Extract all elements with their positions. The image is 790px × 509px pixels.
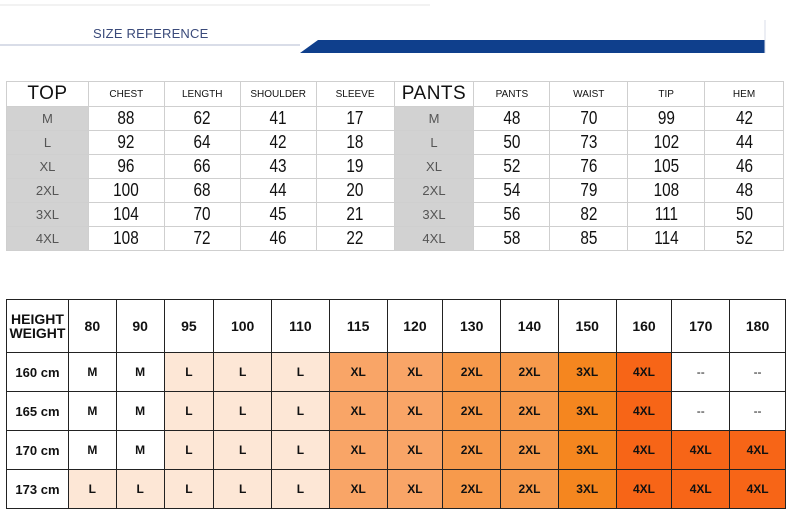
recommended-size-cell: 4XL <box>616 392 672 431</box>
recommended-size-cell: L <box>214 470 272 509</box>
recommended-size-cell: L <box>164 431 214 470</box>
top-size-label: 3XL <box>7 203 89 227</box>
pants-measurement-cell: 114 <box>633 227 698 251</box>
pants-measurement-cell: 44 <box>711 131 778 155</box>
weight-column-header: 150 <box>558 300 616 353</box>
table-row <box>7 227 784 251</box>
pants-measurement-cell: 70 <box>556 107 622 131</box>
pants-size-label: M <box>394 107 474 131</box>
weight-column-header: 80 <box>68 300 116 353</box>
table-row <box>7 203 784 227</box>
recommended-size-cell: L <box>164 470 214 509</box>
table-row <box>7 179 784 203</box>
recommended-size-cell: 4XL <box>730 431 786 470</box>
corner-weight-label: WEIGHT <box>9 325 66 341</box>
recommended-size-cell: -- <box>672 353 730 392</box>
top-measurement-cell: 20 <box>322 179 388 203</box>
top-size-label: 2XL <box>7 179 89 203</box>
top-measurement-cell: 66 <box>170 155 235 179</box>
weight-column-header: 140 <box>501 300 559 353</box>
pants-measurement-cell: 108 <box>633 179 698 203</box>
top-measurement-cell: 18 <box>322 131 388 155</box>
top-size-label: 4XL <box>7 227 89 251</box>
top-size-label: M <box>7 107 89 131</box>
pants-column-header: PANTS <box>474 82 550 107</box>
height-row-label: 160 cm <box>7 353 69 392</box>
top-column-header: SHOULDER <box>240 82 316 107</box>
top-measurement-cell: 108 <box>94 227 159 251</box>
pants-size-label: 2XL <box>394 179 474 203</box>
top-measurement-cell: 100 <box>94 179 159 203</box>
recommended-size-cell: 2XL <box>501 392 559 431</box>
corner-height-label: HEIGHT <box>11 311 64 327</box>
pants-column-header: TIP <box>628 82 705 107</box>
top-measurement-cell: 44 <box>246 179 311 203</box>
height-weight-corner <box>7 300 69 353</box>
height-row-label: 170 cm <box>7 431 69 470</box>
pants-measurement-cell: 79 <box>556 179 622 203</box>
page-title: SIZE REFERENCE <box>93 26 209 41</box>
recommended-size-cell: -- <box>672 392 730 431</box>
pants-measurement-cell: 82 <box>556 203 622 227</box>
recommended-size-cell: 2XL <box>443 470 501 509</box>
top-column-header: SLEEVE <box>316 82 394 107</box>
pants-measurement-cell: 50 <box>711 203 778 227</box>
recommended-size-cell: M <box>68 431 116 470</box>
pants-measurement-cell: 73 <box>556 131 622 155</box>
recommended-size-cell: L <box>116 470 164 509</box>
recommended-size-cell: XL <box>329 470 387 509</box>
pants-measurement-cell: 105 <box>633 155 698 179</box>
weight-column-header: 170 <box>672 300 730 353</box>
pants-size-label: XL <box>394 155 474 179</box>
recommended-size-cell: M <box>68 353 116 392</box>
fit-table <box>6 299 786 509</box>
weight-column-header: 90 <box>116 300 164 353</box>
recommended-size-cell: XL <box>329 392 387 431</box>
top-measurement-cell: 64 <box>170 131 235 155</box>
table-row <box>7 155 784 179</box>
top-measurement-cell: 17 <box>322 107 388 131</box>
top-measurement-cell: 46 <box>246 227 311 251</box>
top-measurement-cell: 88 <box>94 107 159 131</box>
weight-column-header: 120 <box>387 300 443 353</box>
top-measurement-cell: 68 <box>170 179 235 203</box>
recommended-size-cell: XL <box>387 470 443 509</box>
recommended-size-cell: 4XL <box>672 431 730 470</box>
size-table-header <box>7 82 784 107</box>
weight-column-header: 130 <box>443 300 501 353</box>
recommended-size-cell: 4XL <box>672 470 730 509</box>
recommended-size-cell: L <box>272 431 330 470</box>
pants-size-label: L <box>394 131 474 155</box>
recommended-size-cell: L <box>272 470 330 509</box>
top-measurement-cell: 19 <box>322 155 388 179</box>
recommended-size-cell: 4XL <box>730 470 786 509</box>
size-table <box>6 81 784 251</box>
pants-measurement-cell: 58 <box>480 227 544 251</box>
recommended-size-cell: 4XL <box>616 470 672 509</box>
recommended-size-cell: L <box>214 392 272 431</box>
recommended-size-cell: M <box>116 353 164 392</box>
top-measurement-cell: 72 <box>170 227 235 251</box>
recommended-size-cell: -- <box>730 392 786 431</box>
table-row <box>7 353 786 392</box>
recommended-size-cell: M <box>116 431 164 470</box>
recommended-size-cell: M <box>116 392 164 431</box>
top-measurement-cell: 41 <box>246 107 311 131</box>
pants-measurement-cell: 102 <box>633 131 698 155</box>
top-section-label: TOP <box>7 82 89 107</box>
recommended-size-cell: 3XL <box>558 353 616 392</box>
top-measurement-cell: 42 <box>246 131 311 155</box>
weight-column-header: 115 <box>329 300 387 353</box>
table-row <box>7 131 784 155</box>
height-row-label: 173 cm <box>7 470 69 509</box>
weight-column-header: 95 <box>164 300 214 353</box>
table-row <box>7 431 786 470</box>
recommended-size-cell: M <box>68 392 116 431</box>
top-size-label: L <box>7 131 89 155</box>
recommended-size-cell: 2XL <box>443 353 501 392</box>
pants-measurement-cell: 46 <box>711 155 778 179</box>
recommended-size-cell: L <box>272 353 330 392</box>
pants-measurement-cell: 85 <box>556 227 622 251</box>
top-measurement-cell: 62 <box>170 107 235 131</box>
recommended-size-cell: XL <box>387 353 443 392</box>
top-column-header: CHEST <box>88 82 164 107</box>
recommended-size-cell: XL <box>387 392 443 431</box>
pants-section-label: PANTS <box>394 82 474 107</box>
top-measurement-cell: 70 <box>170 203 235 227</box>
recommended-size-cell: 2XL <box>501 353 559 392</box>
recommended-size-cell: 2XL <box>443 431 501 470</box>
top-measurement-cell: 22 <box>322 227 388 251</box>
weight-column-header: 180 <box>730 300 786 353</box>
top-measurement-cell: 45 <box>246 203 311 227</box>
recommended-size-cell: -- <box>730 353 786 392</box>
recommended-size-cell: 4XL <box>616 353 672 392</box>
top-size-label: XL <box>7 155 89 179</box>
pants-measurement-cell: 52 <box>480 155 544 179</box>
table-row <box>7 470 786 509</box>
top-measurement-cell: 92 <box>94 131 159 155</box>
pants-size-label: 4XL <box>394 227 474 251</box>
recommended-size-cell: L <box>272 392 330 431</box>
top-column-header: LENGTH <box>164 82 240 107</box>
weight-column-header: 100 <box>214 300 272 353</box>
pants-measurement-cell: 48 <box>711 179 778 203</box>
recommended-size-cell: L <box>68 470 116 509</box>
pants-measurement-cell: 48 <box>480 107 544 131</box>
recommended-size-cell: XL <box>387 431 443 470</box>
pants-measurement-cell: 52 <box>711 227 778 251</box>
table-row <box>7 392 786 431</box>
recommended-size-cell: 2XL <box>443 392 501 431</box>
pants-measurement-cell: 56 <box>480 203 544 227</box>
recommended-size-cell: L <box>164 353 214 392</box>
recommended-size-cell: 2XL <box>501 431 559 470</box>
pants-measurement-cell: 76 <box>556 155 622 179</box>
pants-measurement-cell: 99 <box>633 107 698 131</box>
top-measurement-cell: 43 <box>246 155 311 179</box>
recommended-size-cell: 4XL <box>616 431 672 470</box>
recommended-size-cell: 3XL <box>558 431 616 470</box>
recommended-size-cell: 2XL <box>501 470 559 509</box>
pants-measurement-cell: 50 <box>480 131 544 155</box>
recommended-size-cell: L <box>164 392 214 431</box>
pants-size-label: 3XL <box>394 203 474 227</box>
top-measurement-cell: 104 <box>94 203 159 227</box>
top-measurement-cell: 21 <box>322 203 388 227</box>
pants-measurement-cell: 111 <box>633 203 698 227</box>
pants-measurement-cell: 54 <box>480 179 544 203</box>
pants-measurement-cell: 42 <box>711 107 778 131</box>
weight-column-header: 160 <box>616 300 672 353</box>
header-banner <box>0 0 790 60</box>
recommended-size-cell: XL <box>329 353 387 392</box>
recommended-size-cell: L <box>214 431 272 470</box>
weight-column-header: 110 <box>272 300 330 353</box>
pants-column-header: WAIST <box>550 82 628 107</box>
recommended-size-cell: 3XL <box>558 392 616 431</box>
height-row-label: 165 cm <box>7 392 69 431</box>
top-measurement-cell: 96 <box>94 155 159 179</box>
recommended-size-cell: 3XL <box>558 470 616 509</box>
recommended-size-cell: L <box>214 353 272 392</box>
pants-column-header: HEM <box>705 82 784 107</box>
recommended-size-cell: XL <box>329 431 387 470</box>
table-row <box>7 107 784 131</box>
fit-table-header <box>7 300 786 353</box>
